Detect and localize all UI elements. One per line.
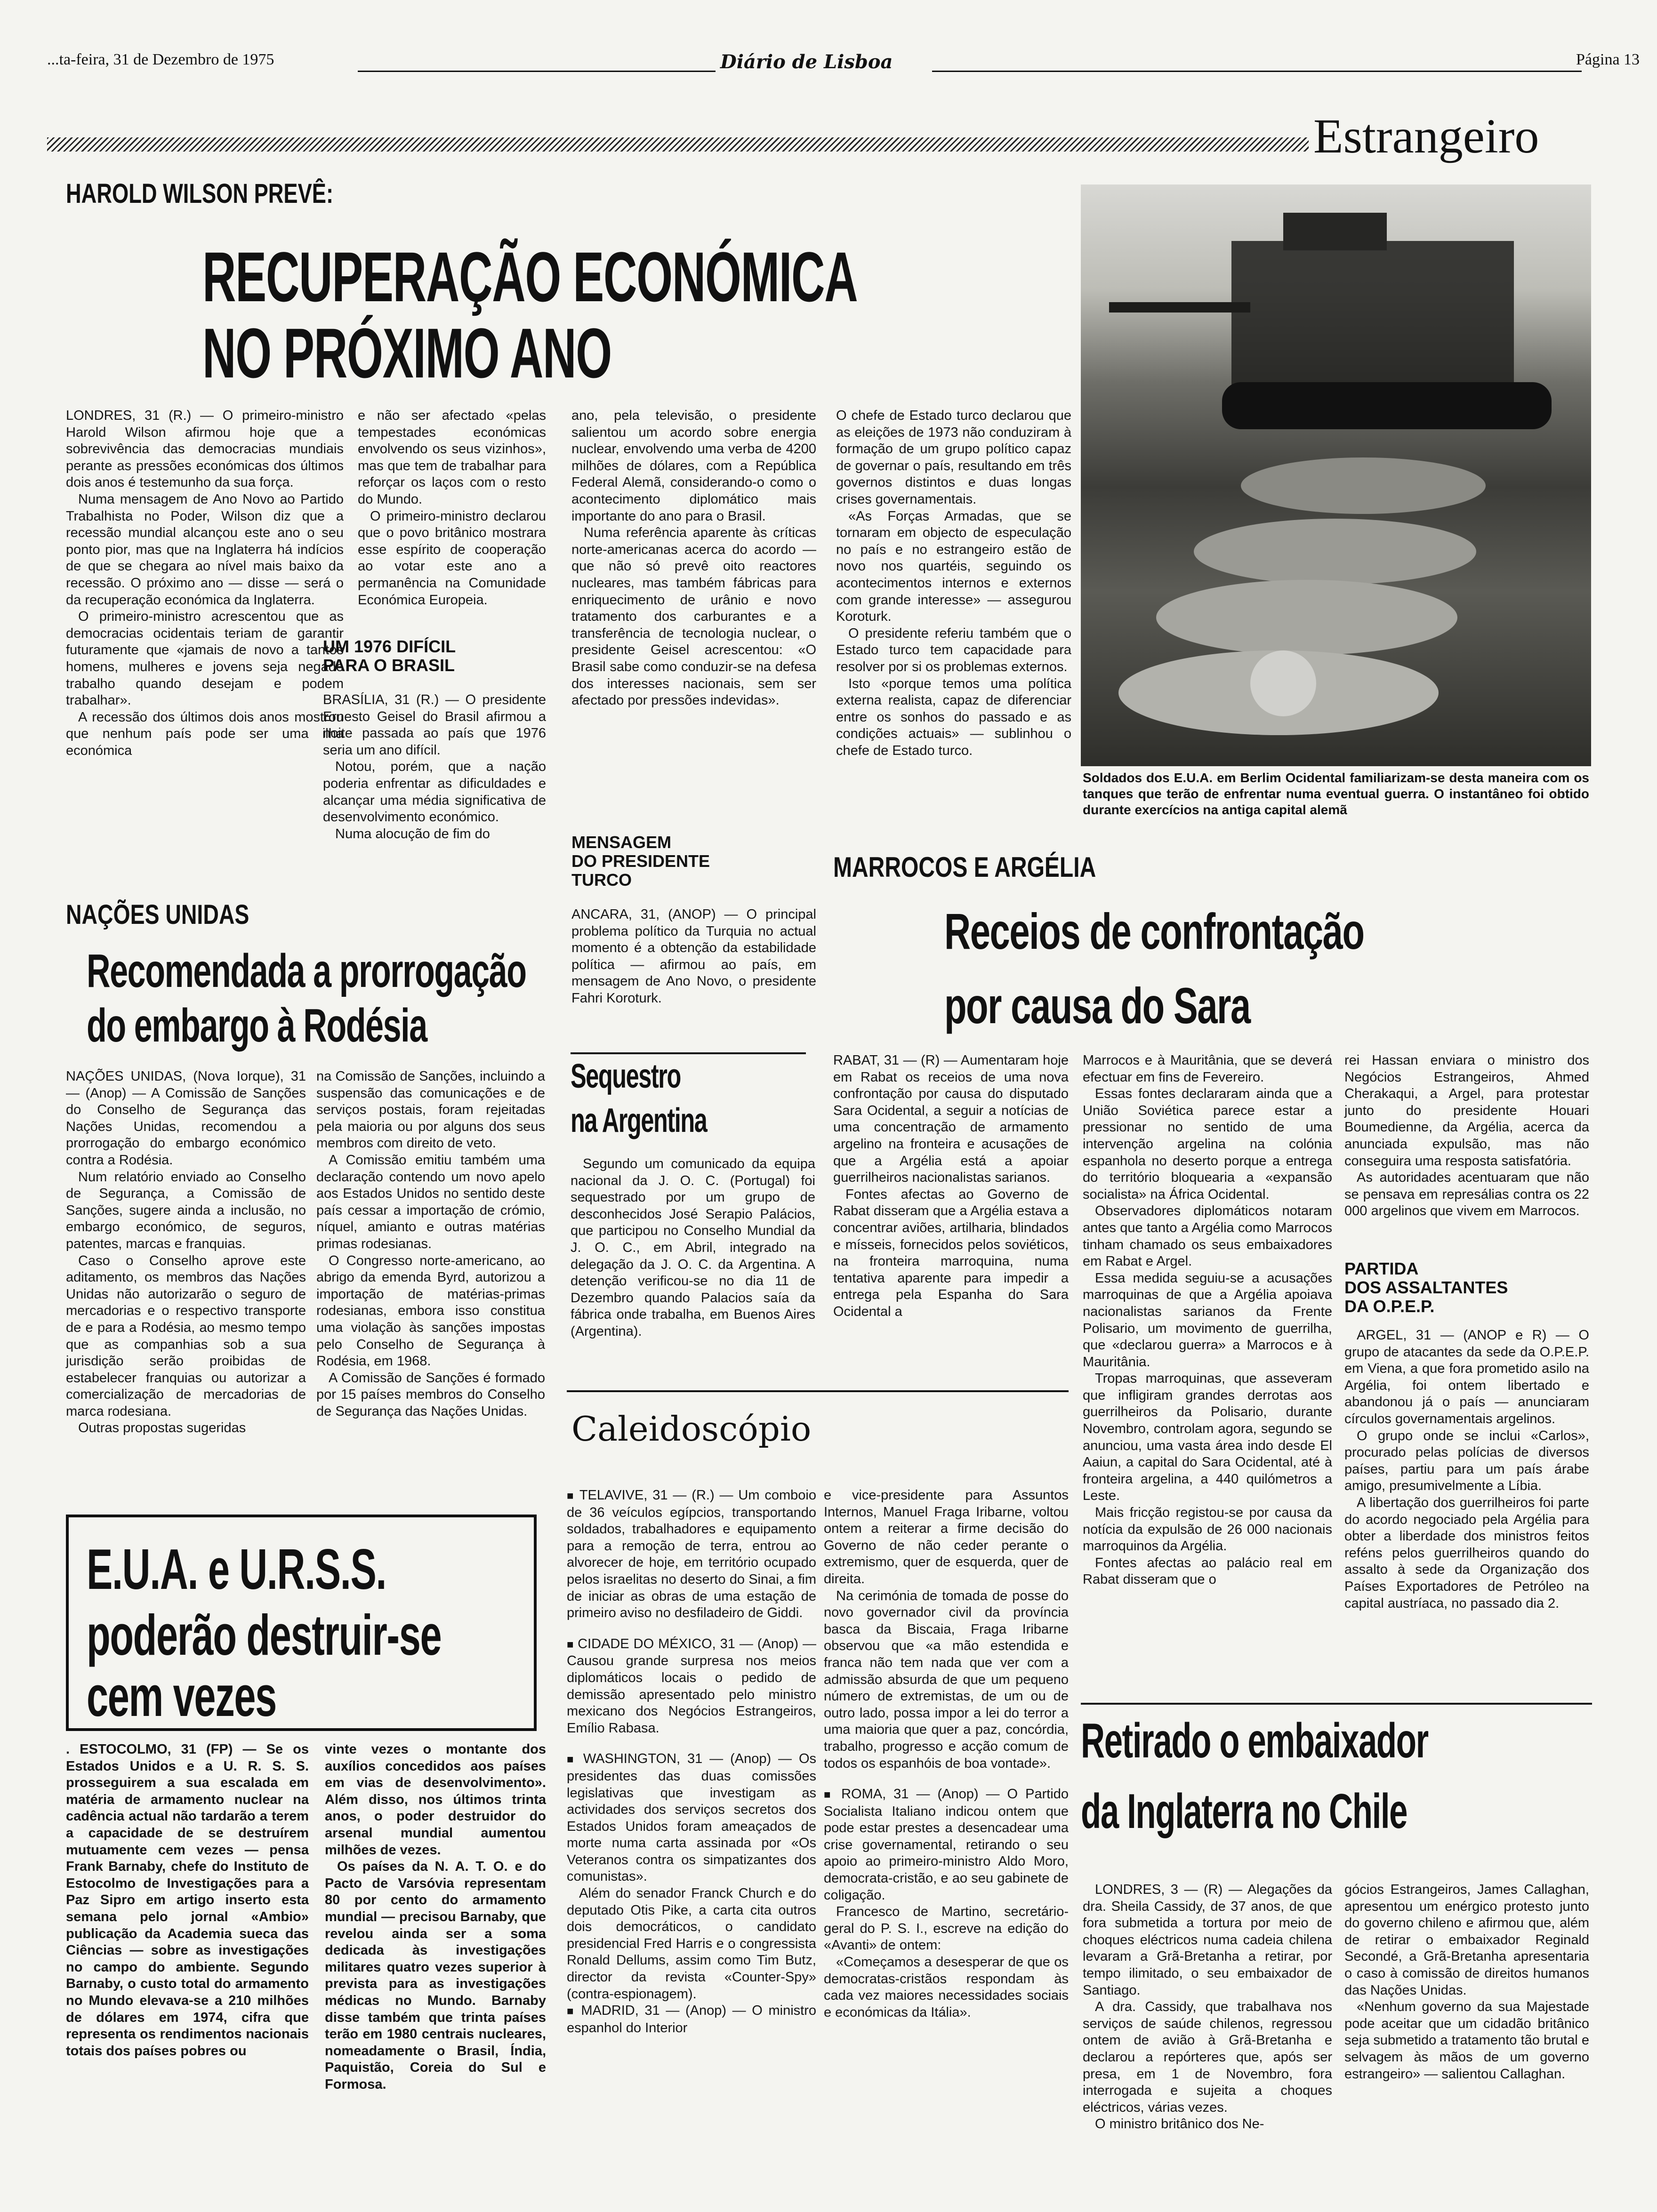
turco-headline-line: MENSAGEM — [571, 833, 672, 852]
turco-col-3 — [571, 906, 816, 1007]
paragraph — [567, 1636, 816, 1737]
page-number: Página 13 — [1576, 51, 1640, 68]
paragraph: A dra. Cassidy, que trabalhava nos serviços de saúde chilenos, regressou ontem de avião à Grã-Bretanha e declarou a repórteres que, após ser presa, em 1 de Novembro, fora interrogada e sujeita a choques eléctricos, várias vezes. — [1083, 1999, 1332, 2115]
photo-caption: Soldados dos E.U.A. em Berlim Ocidental familiarizam-se desta maneira com os tanques que terão de enfrentar numa eventual guerra. O instantâneo foi obtido durante exercícios na antiga capital alemã — [1083, 770, 1589, 817]
tank-photo-art — [1081, 184, 1591, 766]
brasil-headline-line: UM 1976 DIFÍCIL — [323, 637, 456, 656]
paragraph: O primeiro-ministro acrescentou que as democracias ocidentais teriam de garantir futuramente que «jamais de novo a tantos homens, mulheres e jovens seja negado trabalho quando desejam e podem trabalhar». — [66, 609, 344, 708]
brasil-col-2 — [323, 692, 546, 842]
marrocos-col-6 — [1344, 1052, 1589, 1220]
marrocos-kicker: MARROCOS E ARGÉLIA — [833, 851, 1096, 883]
paragraph: Numa referência aparente às críticas norte-americanas acerca do acordo — que não só prevê oito reactores nucleares, mas também fábricas para enriquecimento de urânio e novo tratamento dos carburantes e a transferência de tecnologia nuclear, o presidente Geisel acrescentou: «O Brasil sabe como conduzir-se na defesa dos interesses nacionais, sem ser afectado por pressões indevidas». — [571, 525, 816, 708]
marrocos-headline-1: Receios de confrontação — [944, 903, 1364, 960]
onu-kicker: NAÇÕES UNIDAS — [66, 899, 249, 930]
sequestro-col-3 — [571, 1156, 815, 1340]
paragraph — [567, 1487, 816, 1622]
section-band — [47, 137, 1309, 152]
paragraph: Fontes afectas ao Governo de Rabat disseram que a Argélia estava a concentrar aviões, artilharia, blindados e mísseis, fornecidos pelos soviéticos, na fronteira marroquina, numa tentativa aparente para impedir a entrega pela Espanha do Sara Ocidental a — [833, 1186, 1069, 1319]
eua-headline-box — [66, 1515, 537, 1731]
paragraph: Essas fontes declararam ainda que a União Soviética parece estar a pressionar no sentido de uma intervenção argelina na colónia espanhola no deserto porque a entrega do território bloquearia a «expansão socialista» na África Ocidental. — [1083, 1086, 1332, 1202]
turco-headline-line: DO PRESIDENTE — [571, 851, 710, 871]
paragraph: «Começamos a desesperar de que os democratas-cristãos respondam às cada vez maiores necessidades sociais e económicas da Itália». — [824, 1955, 1069, 2020]
wilson-kicker: HAROLD WILSON PREVÊ: — [66, 178, 334, 209]
paragraph: O presidente referiu também que o Estado turco tem capacidade para resolver por si os problemas externos. — [836, 625, 1071, 674]
caleidoscopio-col-4 — [824, 1487, 1069, 2021]
paragraph: A libertação dos guerrilheiros foi parte do acordo negociado pela Argélia para obter a liberdade dos ministros feitos reféns pelos guerrilheiros quando do assalto à sede da Organização dos Países Exportadores de Petróleo na capital austríaca, no passado dia 2. — [1344, 1495, 1589, 1611]
paragraph: Notou, porém, que a nação poderia enfrentar as dificuldades e alcançar uma média significativa de desenvolvimento económico. — [323, 759, 546, 825]
eua-col-2 — [325, 1741, 546, 2093]
paragraph-text: CIDADE DO MÉXICO, 31 — (Anop) — Causou grande surpresa nos meios diplomáticos locais o pedido de demissão apresentado pelo ministro mexicano dos Negócios Estrangeiros, Emílio Rabasa. — [567, 1636, 816, 1736]
opep-headline-line: DOS ASSALTANTES — [1344, 1278, 1508, 1297]
paragraph: Essa medida seguiu-se a acusações marroquinas de que a Argélia apoiava nacionalistas sarianos da Frente Polisario, um movimento de guerrilha, que «declarou guerra» a Marrocos e à Mauritânia. — [1083, 1270, 1332, 1370]
paragraph: RABAT, 31 — (R) — Aumentaram hoje em Rabat os receios de uma nova confrontação por causa do disputado Sara Ocidental, a seguir a notícias de uma concentração de armamento argelino na fronteira e acusações de que a Argélia está a apoiar guerrilheiros nacionalistas sarianos. — [833, 1053, 1069, 1186]
paragraph: Isto «porque temos uma política externa realista, capaz de diferenciar entre os sonhos do passado e as condições actuais» — sublinhou o chefe de Estado turco. — [836, 676, 1071, 758]
caleidoscopio-rule — [567, 1390, 1069, 1392]
paragraph-text: ROMA, 31 — (Anop) — O Partido Socialista Italiano indicou ontem que pode estar prestes a desencadear uma crise governamental, retirando o seu apoio ao primeiro-ministro Aldo Moro, democrata-cristão, e ao seu gabinete de coligação. — [824, 1787, 1069, 1903]
paragraph: Numa mensagem de Ano Novo ao Partido Trabalhista no Poder, Wilson diz que a recessão mundial alcançou este ano o seu ponto pior, mas que na Inglaterra há indícios de que se chegara ao nível mais baixo da recessão. O próximo ano — disse — será o da recuperação económica da Inglaterra. — [66, 491, 344, 608]
paragraph: Outras propostas sugeridas — [78, 1420, 246, 1436]
paragraph-text: WASHINGTON, 31 — (Anop) — Os presidentes das duas comissões legislativas que investigam as actividades dos serviços secretos dos Estados Unidos foram ameaçados de morte numa carta assinada por «Os Veteranos contra os simpatizantes dos comunistas». — [567, 1751, 816, 1884]
paragraph: Segundo um comunicado da equipa nacional da J. O. C. (Portugal) foi sequestrado por um grupo de desconhecidos José Serapio Palácios, que participou no Conselho Mundial da J. O. C., em Abril, integrado na delegação da J. O. C. da Argentina. A detenção verificou-se no dia 11 de Dezembro quando Palacios saía da fábrica onde trabalha, em Buenos Aires (Argentina). — [571, 1156, 815, 1339]
chile-rule — [1081, 1703, 1592, 1705]
paragraph: ANCARA, 31, (ANOP) — O principal problema político da Turquia no actual momento é a obtenção da estabilidade política — afirmou ao país, em mensagem de Ano Novo, o presidente Fahri Koroturk. — [571, 907, 816, 1006]
paragraph: A Comissão de Sanções é formado por 15 países membros do Conselho de Segurança das Nações Unidas. — [316, 1370, 545, 1419]
paragraph: e vice-presidente para Assuntos Internos, Manuel Fraga Iribarne, voltou ontem a reiterar a firme decisão do Governo de não ceder perante o extremismo, quer de esquerda, quer de direita. — [824, 1488, 1069, 1587]
paragraph: O primeiro-ministro declarou que o povo britânico mostrara esse espírito de cooperação ao votar este ano a permanência na Comunidade Económica Europeia. — [358, 508, 546, 608]
paragraph: A Comissão emitiu também uma declaração contendo um novo apelo aos Estados Unidos no sentido deste país cessar a importação de crómio, níquel, amianto e outras matérias primas rodesianas. — [316, 1152, 545, 1251]
sequestro-rule — [571, 1052, 806, 1054]
paragraph: NAÇÕES UNIDAS, (Nova Iorque), 31 — (Anop) — A Comissão de Sanções do Conselho de Segurança das Nações Unidas, recomendou a prorrogação do embargo económico contra a Rodésia. — [66, 1069, 306, 1168]
paragraph: «As Forças Armadas, que se tornaram em objecto de especulação no país e no estrangeiro estão de novo nos quartéis, seguindo os acontecimentos internos e externos com grande interesse» — assegurou Koroturk. — [836, 508, 1071, 625]
paragraph: vinte vezes o montante dos auxílios concedidos aos países em vias de desenvolvimento». Além disso, nos últimos trinta anos, o poder destruidor do arsenal mundial aumentou milhões de vezes. — [325, 1742, 546, 1858]
paragraph: Caso o Conselho aprove este aditamento, os membros das Nações Unidas não autorizarão o seguro de mercadorias e o respectivo transporte de e para a Rodésia, ao mesmo tempo que as companhias sob a sua jurisdição serão proibidas de estabelecer franquias ou autorizar a comercialização de mercadorias de marca rodesiana. — [66, 1253, 306, 1419]
paragraph: Além do senador Franck Church e do deputado Otis Pike, a carta cita outros dois democráticos, o candidato presidencial Fred Harris e o congressista Ronald Dellums, assim como Tim Butz, director da revista «Counter-Spy» (contra-espionagem). — [567, 1886, 816, 2002]
paragraph: na Comissão de Sanções, incluindo a suspensão das comunicações e de serviços postais, foram rejeitadas pela maioria ou por alguns dos seus membros com direito de veto. — [316, 1069, 545, 1151]
paragraph: Num relatório enviado ao Conselho de Segurança, a Comissão de Sanções, sugere ainda a inclusão, no embargo económico, de seguros, patentes, marcas e franquias. — [66, 1169, 306, 1251]
turco-col-4 — [836, 408, 1071, 759]
paragraph: Francesco de Martino, secretário-geral do P. S. I., escreve na edição do «Avanti» de ontem: — [824, 1904, 1069, 1953]
paragraph: Na cerimónia de tomada de posse do novo governador civil da província basca da Biscaia, Fraga Iribarne observou que «a mão estendida e franca não tem nada que ver com a admissão absurda de que um pequeno número de extremistas, de um ou de outro lado, possa impor a lei do terror a uma maioria que quer a paz, concórdia, trabalho, progresso e acção comum de todos os espanhóis de boa vontade». — [824, 1588, 1069, 1771]
wilson-headline-1: RECUPERAÇÃO ECONÓMICA — [202, 237, 858, 316]
paragraph — [567, 2003, 816, 2036]
bullet-icon: ■ — [567, 1490, 579, 1502]
paragraph: A recessão dos últimos dois anos mostrou que nenhum país pode ser uma ilha económica — [66, 709, 344, 758]
paragraph — [567, 1751, 816, 1885]
brasil-col-3 — [571, 408, 816, 709]
chile-headline-1: Retirado o embaixador — [1081, 1714, 1428, 1768]
chile-headline-2: da Inglaterra no Chile — [1081, 1784, 1408, 1839]
bullet-icon: ■ — [567, 1753, 583, 1766]
wilson-col-2 — [358, 408, 546, 609]
paragraph: Observadores diplomáticos notaram antes que tanto a Argélia como Marrocos tinham chamado os seus embaixadores em Rabat e Argel. — [1083, 1203, 1332, 1269]
bullet-icon: ■ — [824, 1788, 842, 1802]
header-date: ...ta-feira, 31 de Dezembro de 1975 — [47, 51, 274, 68]
paragraph-text: TELAVIVE, 31 — (R.) — Um comboio de 36 veículos egípcios, transportando soldados, trabalhadores e equipamento para a remoção de terra, entrou ao alvorecer de hoje, em território ocupado pelos israelitas no deserto do Sinai, a fim de iniciar as obras de uma estação de primeiro aviso no desfiladeiro de Giddi. — [567, 1488, 816, 1621]
section-title: Estrangeiro — [1313, 109, 1539, 163]
paragraph: Mais fricção registou-se por causa da notícia da expulsão de 26 000 nacionais marroquinos da Argélia. — [1083, 1505, 1332, 1554]
paragraph: LONDRES, 31 (R.) — O primeiro-ministro Harold Wilson afirmou hoje que a sobrevivência das democracias mundiais perante as pressões económicas dos últimos dois anos é testemunho da sua força. — [66, 408, 344, 490]
paragraph: Numa alocução de fim do — [335, 826, 490, 842]
paragraph: gócios Estrangeiros, James Callaghan, apresentou um enérgico protesto junto do governo chileno e afirmou que, além de retirar o embaixador Reginald Secondé, a Grã-Bretanha apresentaria o caso à comissão de direitos humanos das Nações Unidas. — [1344, 1882, 1589, 1998]
paragraph: O ministro britânico dos Ne- — [1095, 2116, 1264, 2132]
onu-col-1 — [66, 1068, 306, 1437]
paragraph: O grupo onde se inclui «Carlos», procurado pelas polícias de diversos países, partiu para um país árabe amigo, presumivelmente a Líbia. — [1344, 1428, 1589, 1494]
sequestro-headline-2: na Argentina — [571, 1102, 707, 1139]
paragraph: rei Hassan enviara o ministro dos Negócios Estrangeiros, Ahmed Cherakaqui, a Argel, para protestar junto do presidente Houari Boumedienne, da Argélia, acerca da anunciada expulsão, mas não conseguira uma resposta satisfatória. — [1344, 1053, 1589, 1169]
tank-photo — [1081, 184, 1591, 766]
paragraph: Fontes afectas ao palácio real em Rabat disseram que o — [1083, 1555, 1332, 1587]
chile-col-6 — [1344, 1882, 1589, 2083]
paragraph: As autoridades acentuaram que não se pensava em represálias contra os 22 000 argelinos que vivem em Marrocos. — [1344, 1170, 1589, 1219]
bullet-icon: ■ — [567, 2005, 581, 2018]
opep-headline — [1344, 1259, 1508, 1316]
paragraph: LONDRES, 3 — (R) — Alegações da dra. Sheila Cassidy, de 37 anos, de que fora submetida a tortura por meio de choques eléctricos numa cadeia chilena levaram a Grã-Bretanha a retirar, por tempo ilimitado, o seu embaixador de Santiago. — [1083, 1882, 1332, 1998]
paragraph: ano, pela televisão, o presidente salientou um acordo sobre energia nuclear, envolvendo uma verba de 4200 milhões de dólares, com a República Federal Alemã, considerando-o como o acontecimento diplomático mais importante do ano para o Brasil. — [571, 408, 816, 524]
onu-headline-1: Recomendada a prorrogação — [87, 945, 526, 997]
header-rule-right — [932, 71, 1582, 72]
paragraph: Tropas marroquinas, que asseveram que infligiram grandes derrotas aos guerrilheiros da Polisario, durante Novembro, controlam agora, segundo se anunciou, uma vasta área indo desde El Aaiun, a capital do Sara Ocidental, até à fronteira argelina, a 440 quilómetros a Leste. — [1083, 1371, 1332, 1504]
eua-col-1 — [66, 1741, 309, 2060]
opep-headline-line: PARTIDA — [1344, 1259, 1419, 1278]
paragraph: BRASÍLIA, 31 (R.) — O presidente Ernesto Geisel do Brasil afirmou a noite passada ao país que 1976 seria um ano difícil. — [323, 692, 546, 758]
opep-headline-line: DA O.P.E.P. — [1344, 1297, 1435, 1316]
opep-col-6 — [1344, 1327, 1589, 1612]
chile-col-5 — [1083, 1882, 1332, 2133]
brasil-headline-line: PARA O BRASIL — [323, 656, 455, 675]
header-rule-left — [358, 71, 716, 72]
paragraph: e não ser afectado «pelas tempestades económicas envolvendo os seus vizinhos», mas que tem de trabalhar para reforçar os laços com o resto do Mundo. — [358, 408, 546, 507]
eua-headline-1: E.U.A. e U.R.S.S. — [87, 1537, 386, 1601]
wilson-col-1 — [66, 408, 344, 759]
sequestro-headline-1: Sequestro — [571, 1058, 681, 1095]
paragraph: ARGEL, 31 — (ANOP e R) — O grupo de atacantes da sede da O.P.E.P. em Viena, a que fora prometido asilo na Argélia, foi ontem libertado e abandonou já o país — anunciaram círculos governamentais argelinos. — [1344, 1328, 1589, 1427]
paragraph: O chefe de Estado turco declarou que as eleições de 1973 não conduziram à formação de um grupo político capaz de governar o país, resultando em três governos distintos e duas longas crises governamentais. — [836, 408, 1071, 507]
paragraph: O Congresso norte-americano, ao abrigo da emenda Byrd, autorizou a importação de matérias-primas rodesianas, embora isso constitua uma violação às sanções impostas pelo Conselho de Segurança à Rodésia, em 1968. — [316, 1253, 545, 1369]
brasil-headline — [323, 637, 456, 675]
caleidoscopio-col-3 — [567, 1487, 816, 2036]
eua-headline-3: cem vezes — [87, 1664, 276, 1728]
caleidoscopio-title: Caleidoscópio — [571, 1409, 812, 1449]
bullet-icon: ■ — [567, 1638, 578, 1651]
paragraph: Os países da N. A. T. O. e do Pacto de Varsóvia representam 80 por cento do armamento mundial — precisou Barnaby, que revelou ainda ser a soma dedicada às investigações militares quatro vezes superior à prevista para as investigações médicas no Mundo. Barnaby disse também que trinta países terão em 1980 centrais nucleares, nomeadamente o Brasil, Índia, Paquistão, Coreia do Sul e Formosa. — [325, 1859, 546, 2092]
paragraph: . ESTOCOLMO, 31 (FP) — Se os Estados Unidos e a U. R. S. S. prosseguirem a sua escalada em matéria de armamento nuclear na cadência actual não tardarão a terem a capacidade de se destruírem mutuamente cem vezes — pensa Frank Barnaby, chefe do Instituto de Estocolmo de Investigações para a Paz Sipro em artigo inserto esta semana pelo jornal «Ambio» publicação da Academia sueca das Ciências — sobre as investigações no campo do ambiente. Segundo Barnaby, o custo total do armamento no Mundo elevava-se a 210 milhões de dólares em 1974, cifra que representa os rendimentos nacionais totais dos países pobres ou — [66, 1742, 309, 2059]
wilson-headline-2: NO PRÓXIMO ANO — [202, 313, 611, 393]
paragraph: «Nenhum governo da sua Majestade pode aceitar que um cidadão britânico seja submetido a tratamento tão brutal e selvagem às mãos de um governo estrangeiro» — salientou Callaghan. — [1344, 1999, 1589, 2082]
masthead: Diário de Lisboa — [720, 51, 893, 73]
marrocos-col-4 — [833, 1052, 1069, 1321]
turco-headline-line: TURCO — [571, 870, 632, 890]
turco-headline — [571, 833, 710, 890]
eua-headline-2: poderão destruir-se — [87, 1603, 442, 1667]
marrocos-col-5 — [1083, 1052, 1332, 1588]
onu-headline-2: do embargo à Rodésia — [87, 999, 427, 1052]
onu-col-2 — [316, 1068, 545, 1420]
paragraph: Marrocos e à Mauritânia, que se deverá efectuar em fins de Fevereiro. — [1083, 1053, 1332, 1085]
paragraph-text: MADRID, 31 — (Anop) — O ministro espanhol do Interior — [567, 2003, 817, 2036]
paragraph — [824, 1786, 1069, 1904]
marrocos-headline-2: por causa do Sara — [944, 977, 1250, 1034]
